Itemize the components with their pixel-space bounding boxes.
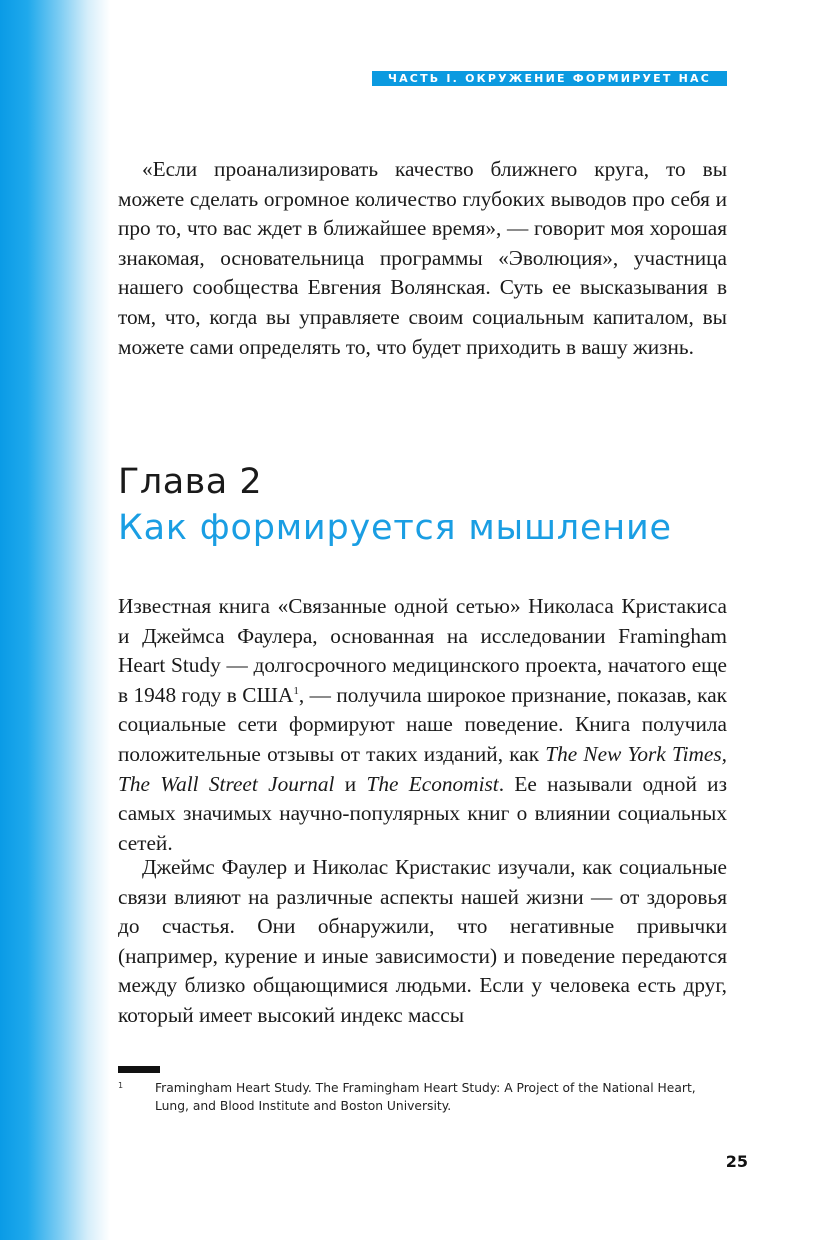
footnote-reference[interactable]: 1 — [293, 684, 299, 697]
body-paragraph-1 — [118, 592, 727, 858]
footnote-text: Framingham Heart Study. The Framingham Heart Study: A Project of the National Heart, Lung, and Blood Institute and Boston University. — [155, 1081, 696, 1113]
quote-text: «Если проанализировать качество ближнего круга, то вы можете сделать огромное количество глубоких выводов про себя и про то, что вас ждет в ближайшее время», — говорит моя хорошая знакомая, основательница программы «Эволюция», участница нашего сообщества Евгения Волянская. Суть ее высказывания в том, что, когда вы управляете своим социальным капиталом, вы можете сами определять то, что будет приходить в вашу жизнь. — [118, 157, 727, 359]
p1-text-b: , — получила широкое признание, показав, как социальные сети формируют наше поведение. Книга получила положительные отзывы от таких изданий, как — [118, 682, 727, 766]
body-paragraph-2 — [118, 853, 727, 1031]
footnote-mark: 1 — [118, 1081, 124, 1090]
p1-text-c: . Ее называли одной из самых значимых научно-популярных книг о влиянии социальных сетей. — [118, 771, 727, 855]
side-gradient-bar — [0, 0, 110, 1240]
p2-text: Джеймс Фаулер и Николас Кристакис изучали, как социальные связи влияют на различные аспекты нашей жизни — от здоровья до счастья. Они обнаружили, что негативные привычки (например, курение и иные зависимости) и поведение передаются между близко общающимися людьми. Если у человека есть друг, который имеет высокий индекс массы — [118, 855, 727, 1027]
quote-paragraph — [118, 155, 727, 362]
p1-conjunction: и — [334, 771, 367, 796]
chapter-number: Глава 2 — [118, 462, 263, 502]
footnote-divider — [118, 1066, 160, 1073]
running-header: ЧАСТЬ I. ОКРУЖЕНИЕ ФОРМИРУЕТ НАС — [372, 71, 727, 86]
p1-text-a: Известная книга «Связанные одной сетью» Николаса Кристакиса и Джеймса Фаулера, основанная на исследовании Framingham Heart Study — долгосрочного медицинского проекта, начатого еще в 1948 году в США — [118, 594, 727, 707]
publication-economist: The Economist — [366, 771, 499, 796]
publication-names: The New York Times, The Wall Street Journal — [118, 741, 727, 796]
chapter-title: Как формируется мышление — [118, 508, 672, 548]
page-number: 25 — [725, 1152, 748, 1171]
